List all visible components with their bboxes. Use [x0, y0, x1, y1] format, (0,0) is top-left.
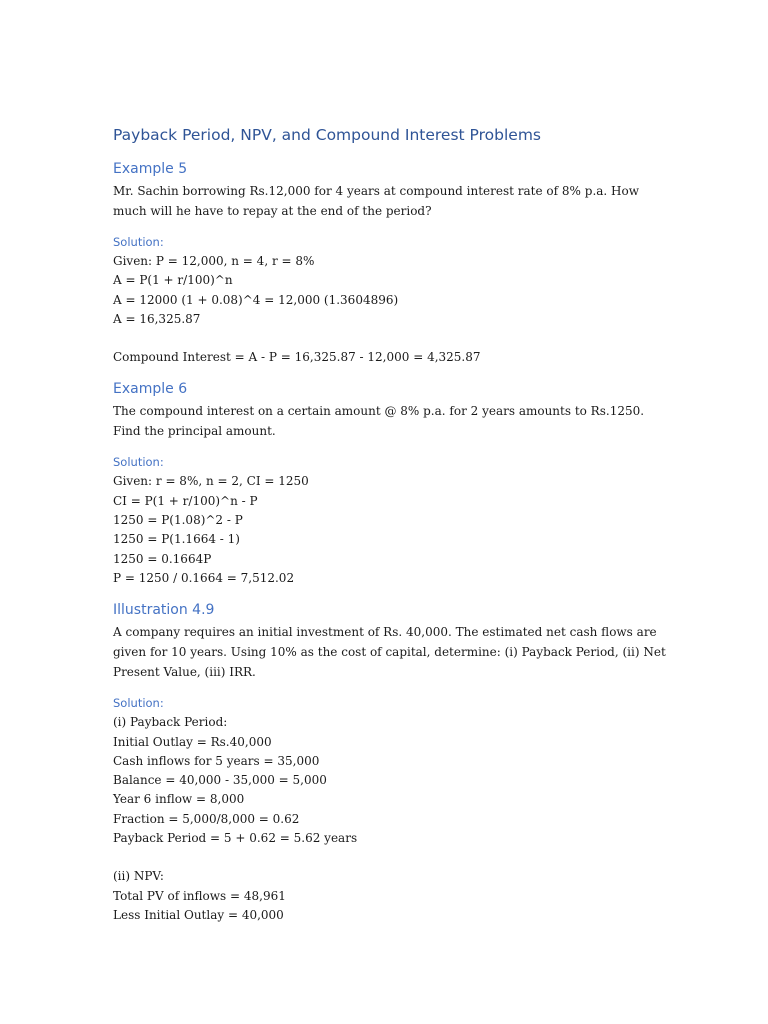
- solution-line: 1250 = P(1.1664 - 1): [113, 532, 240, 547]
- solution-label: Solution:: [113, 455, 164, 470]
- section-example-6: [113, 379, 673, 588]
- blank-line: [113, 848, 673, 867]
- section-heading: Illustration 4.9: [113, 602, 215, 619]
- solution-line: Less Initial Outlay = 40,000: [113, 907, 284, 922]
- section-illustration-4-9: [113, 600, 673, 925]
- solution-line: Year 6 inflow = 8,000: [113, 792, 245, 807]
- solution-line: Fraction = 5,000/8,000 = 0.62: [113, 811, 300, 826]
- blank-line: [113, 329, 673, 348]
- document-title: Payback Period, NPV, and Compound Interest Problems: [113, 126, 541, 144]
- solution-line: Total PV of inflows = 48,961: [113, 888, 286, 903]
- solution-line: A = 16,325.87: [113, 311, 201, 326]
- question-text: Mr. Sachin borrowing Rs.12,000 for 4 years at compound interest rate of 8% p.a. How much will he have to repay at the end of the period?: [113, 184, 639, 218]
- solution-line: (i) Payback Period:: [113, 715, 228, 730]
- solution-label: Solution:: [113, 235, 164, 249]
- solution-body: [113, 472, 673, 588]
- solution-line: Compound Interest = A - P = 16,325.87 - 12,000 = 4,325.87: [113, 350, 481, 365]
- section-heading: Example 6: [113, 381, 188, 398]
- solution-line: Payback Period = 5 + 0.62 = 5.62 years: [113, 831, 358, 846]
- solution-line: Initial Outlay = Rs.40,000: [113, 734, 272, 749]
- solution-line: CI = P(1 + r/100)^n - P: [113, 493, 258, 508]
- solution-line: A = 12000 (1 + 0.08)^4 = 12,000 (1.3604896): [113, 292, 399, 307]
- solution-body: [113, 252, 673, 367]
- solution-line: A = P(1 + r/100)^n: [113, 273, 233, 288]
- solution-line: 1250 = 0.1664P: [113, 551, 212, 566]
- solution-line: P = 1250 / 0.1664 = 7,512.02: [113, 570, 295, 585]
- solution-body: [113, 713, 673, 925]
- solution-line: Given: r = 8%, n = 2, CI = 1250: [113, 474, 309, 489]
- solution-line: Cash inflows for 5 years = 35,000: [113, 753, 320, 768]
- document-page: [113, 124, 673, 925]
- solution-line: (ii) NPV:: [113, 869, 164, 884]
- section-heading: Example 5: [113, 161, 188, 177]
- question-text: A company requires an initial investment of Rs. 40,000. The estimated net cash flows are given for 10 years. Using 10% as the cost of capital, determine: (i) Payback Period, (ii) Net Present Value, (iii) IRR.: [113, 625, 666, 680]
- solution-line: 1250 = P(1.08)^2 - P: [113, 513, 243, 528]
- solution-line: Balance = 40,000 - 35,000 = 5,000: [113, 773, 327, 788]
- solution-line: Given: P = 12,000, n = 4, r = 8%: [113, 254, 315, 268]
- question-text: The compound interest on a certain amount @ 8% p.a. for 2 years amounts to Rs.1250. Find the principal amount.: [113, 404, 645, 439]
- solution-label: Solution:: [113, 696, 164, 711]
- section-example-5: [113, 159, 673, 367]
